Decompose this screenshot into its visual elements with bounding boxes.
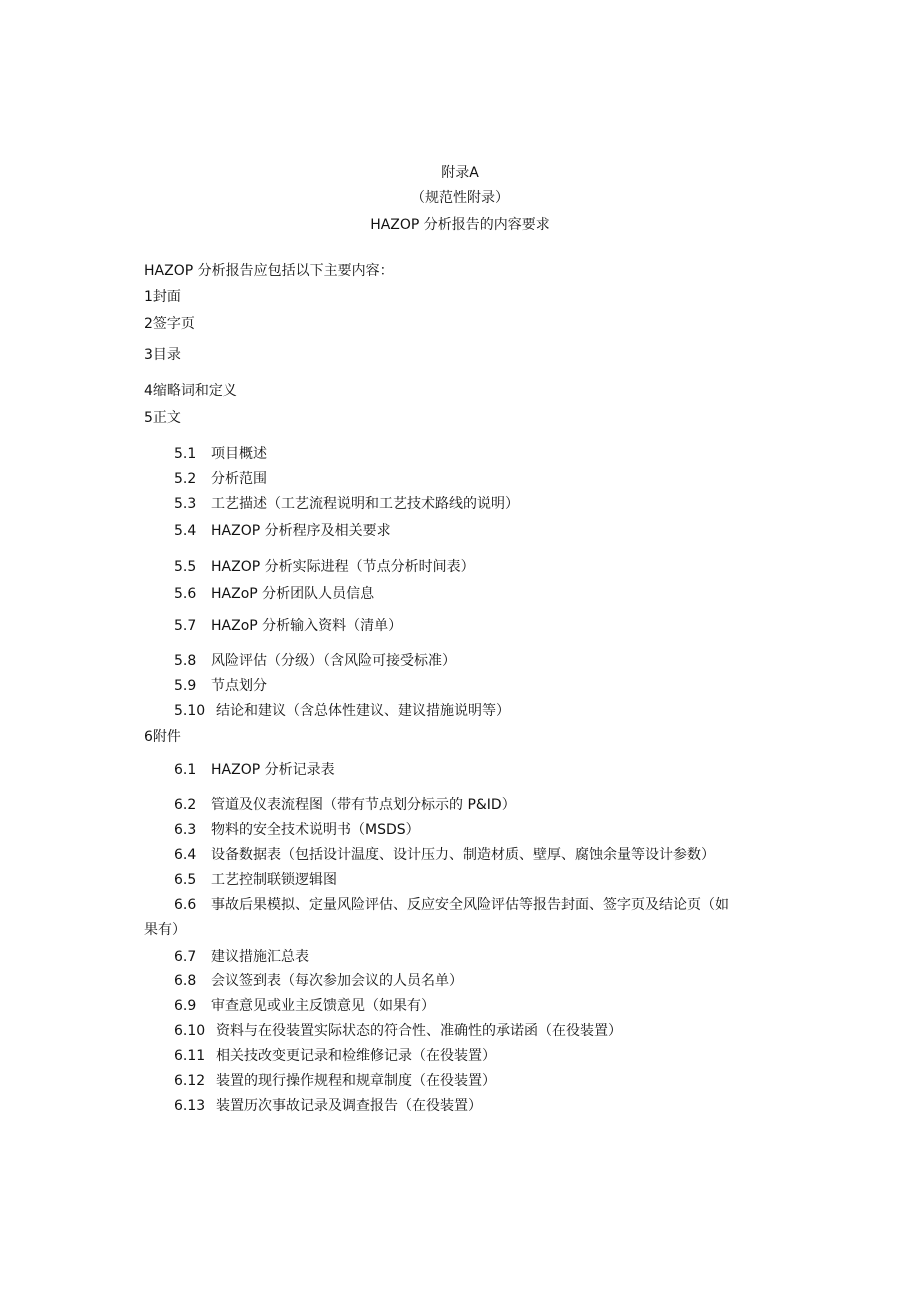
item-number: 6.10	[174, 1023, 206, 1039]
item-text: 分析范围	[211, 471, 267, 487]
item-number: 5.8	[174, 653, 197, 669]
item-text: 资料与在役装置实际状态的符合性、准确性的承诺函（在役装置）	[216, 1023, 622, 1039]
item-number: 6.2	[174, 797, 197, 813]
section-4: 4缩略词和定义	[144, 383, 237, 399]
item-text: HAZoP 分析团队人员信息	[211, 586, 375, 602]
item-text: 项目概述	[211, 446, 267, 462]
item-text: HAZoP 分析输入资料（清单）	[211, 618, 403, 634]
intro-text: HAZOP 分析报告应包括以下主要内容：	[144, 263, 394, 279]
item-number: 6.9	[174, 998, 197, 1014]
item-number: 6.11	[174, 1048, 206, 1064]
item-number: 5.6	[174, 586, 197, 602]
item-text: 结论和建议（含总体性建议、建议措施说明等）	[216, 703, 510, 719]
item-number: 5.1	[174, 446, 197, 462]
item-number: 6.13	[174, 1098, 206, 1114]
section-3: 3目录	[144, 347, 181, 363]
item-number: 5.7	[174, 618, 197, 634]
section-1: 1封面	[144, 289, 181, 305]
appendix-label: 附录A	[441, 165, 479, 181]
item-text: 建议措施汇总表	[211, 949, 309, 965]
item-text: 会议签到表（每次参加会议的人员名单）	[211, 973, 463, 989]
item-number: 6.1	[174, 762, 197, 778]
item-text: 设备数据表（包括设计温度、设计压力、制造材质、壁厚、腐蚀余量等设计参数）	[211, 847, 715, 863]
item-number: 6.3	[174, 822, 197, 838]
item-text: 管道及仪表流程图（带有节点划分标示的 P&ID）	[211, 797, 516, 813]
section-5: 5正文	[144, 410, 181, 426]
item-text: 装置历次事故记录及调查报告（在役装置）	[216, 1098, 482, 1114]
item-text: HAZOP 分析程序及相关要求	[211, 523, 391, 539]
item-text: 工艺描述（工艺流程说明和工艺技术路线的说明）	[211, 496, 519, 512]
section-2: 2签字页	[144, 316, 195, 332]
item-text: 物料的安全技术说明书（MSDS）	[211, 822, 420, 838]
item-number: 6.7	[174, 949, 197, 965]
item-text: 审查意见或业主反馈意见（如果有）	[211, 998, 435, 1014]
item-text-continuation: 果有）	[144, 922, 186, 938]
appendix-title: HAZOP 分析报告的内容要求	[370, 217, 550, 233]
item-number: 5.10	[174, 703, 206, 719]
item-number: 6.12	[174, 1073, 206, 1089]
item-number: 5.4	[174, 523, 197, 539]
section-6: 6附件	[144, 729, 181, 745]
item-number: 6.6	[174, 897, 197, 913]
item-number: 5.5	[174, 559, 197, 575]
item-text: 风险评估（分级）（含风险可接受标准）	[211, 653, 456, 669]
item-text: 工艺控制联锁逻辑图	[211, 872, 337, 888]
item-number: 5.2	[174, 471, 197, 487]
item-text: 相关技改变更记录和检维修记录（在役装置）	[216, 1048, 496, 1064]
item-number: 5.3	[174, 496, 197, 512]
item-text: 事故后果模拟、定量风险评估、反应安全风险评估等报告封面、签字页及结论页（如	[211, 897, 729, 913]
item-number: 6.8	[174, 973, 197, 989]
item-text: HAZOP 分析记录表	[211, 762, 335, 778]
appendix-nature: （规范性附录）	[411, 190, 509, 206]
item-number: 5.9	[174, 678, 197, 694]
item-text: 节点划分	[211, 678, 267, 694]
item-number: 6.5	[174, 872, 197, 888]
item-text: HAZOP 分析实际进程（节点分析时间表）	[211, 559, 475, 575]
item-text: 装置的现行操作规程和规章制度（在役装置）	[216, 1073, 496, 1089]
item-number: 6.4	[174, 847, 197, 863]
